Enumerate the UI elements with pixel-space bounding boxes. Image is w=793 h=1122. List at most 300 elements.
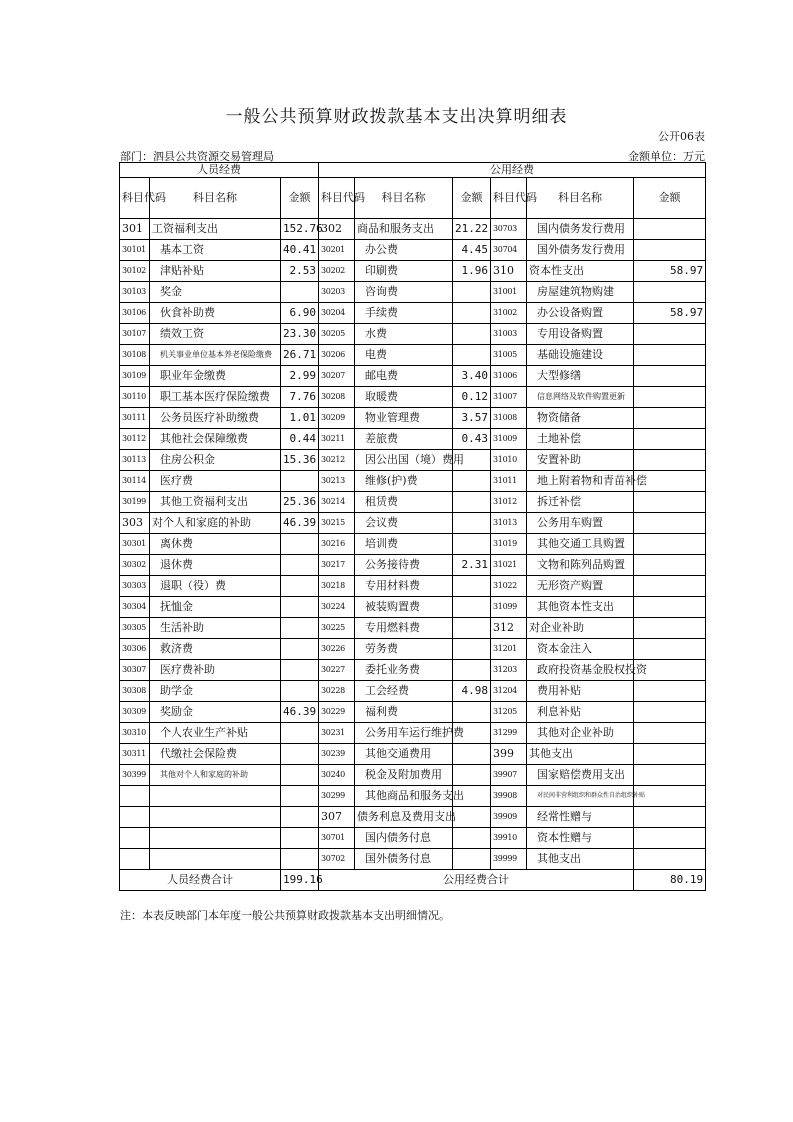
name-cell: 物资储备 — [527, 408, 634, 429]
name-cell: 办公费 — [355, 240, 453, 261]
amount-cell — [634, 534, 706, 555]
name-cell: 医疗费 — [150, 471, 281, 492]
name-cell: 公务接待费 — [355, 555, 453, 576]
amount-cell — [453, 618, 491, 639]
amount-cell — [634, 618, 706, 639]
table-row — [120, 366, 706, 387]
amount-cell — [634, 513, 706, 534]
code-cell: 31003 — [491, 324, 527, 345]
code-cell: 30106 — [120, 303, 150, 324]
name-cell: 抚恤金 — [150, 597, 281, 618]
name-cell: 个人农业生产补贴 — [150, 723, 281, 744]
name-cell: 职业年金缴费 — [150, 366, 281, 387]
name-cell: 基本工资 — [150, 240, 281, 261]
name-cell: 其他交通费用 — [355, 744, 453, 765]
amount-cell — [281, 849, 319, 870]
amount-cell: 3.57 — [453, 408, 491, 429]
code-cell: 30213 — [319, 471, 355, 492]
name-cell: 代缴社会保险费 — [150, 744, 281, 765]
code-cell: 39909 — [491, 807, 527, 828]
unit-label: 金额单位：万元 — [628, 150, 705, 163]
form-code: 公开06表 — [658, 130, 705, 143]
code-cell: 30111 — [120, 408, 150, 429]
amount-cell: 0.44 — [281, 429, 319, 450]
name-cell: 大型修缮 — [527, 366, 634, 387]
code-cell: 30113 — [120, 450, 150, 471]
name-cell — [150, 786, 281, 807]
amount-cell — [634, 639, 706, 660]
code-cell — [120, 786, 150, 807]
code-cell: 31203 — [491, 660, 527, 681]
code-cell: 399 — [491, 744, 527, 765]
amount-cell — [281, 534, 319, 555]
amount-cell: 25.36 — [281, 492, 319, 513]
name-cell: 国外债务付息 — [355, 849, 453, 870]
code-cell: 30310 — [120, 723, 150, 744]
code-cell: 30107 — [120, 324, 150, 345]
amount-cell — [281, 555, 319, 576]
name-cell: 专用材料费 — [355, 576, 453, 597]
name-cell — [150, 828, 281, 849]
name-cell: 国家赔偿费用支出 — [527, 765, 634, 786]
amount-cell — [281, 723, 319, 744]
name-cell: 职工基本医疗保险缴费 — [150, 387, 281, 408]
code-cell: 30239 — [319, 744, 355, 765]
amount-cell — [634, 597, 706, 618]
amount-cell — [453, 597, 491, 618]
table-row — [120, 429, 706, 450]
header-amount: 金额 — [453, 178, 491, 219]
code-cell: 303 — [120, 513, 150, 534]
department-label: 部门：泗县公共资源交易管理局 — [120, 150, 274, 163]
table-row — [120, 702, 706, 723]
amount-cell — [281, 807, 319, 828]
code-cell: 30112 — [120, 429, 150, 450]
amount-cell — [453, 513, 491, 534]
name-cell: 信息网络及软件购置更新 — [527, 387, 634, 408]
name-cell: 会议费 — [355, 513, 453, 534]
code-cell: 30226 — [319, 639, 355, 660]
code-cell: 31205 — [491, 702, 527, 723]
name-cell: 手续费 — [355, 303, 453, 324]
header-name: 科目名称 — [150, 178, 281, 219]
amount-cell — [281, 660, 319, 681]
name-cell: 物业管理费 — [355, 408, 453, 429]
code-cell: 30203 — [319, 282, 355, 303]
name-cell: 公务用车运行维护费 — [355, 723, 453, 744]
header-amount: 金额 — [281, 178, 319, 219]
name-cell: 无形资产购置 — [527, 576, 634, 597]
code-cell: 31021 — [491, 555, 527, 576]
table-row — [120, 219, 706, 240]
name-cell: 退职（役）费 — [150, 576, 281, 597]
code-cell: 30304 — [120, 597, 150, 618]
public-total-value: 80.19 — [634, 870, 706, 891]
amount-cell — [281, 744, 319, 765]
code-cell: 30109 — [120, 366, 150, 387]
amount-cell — [281, 282, 319, 303]
amount-cell: 15.36 — [281, 450, 319, 471]
name-cell: 奖金 — [150, 282, 281, 303]
name-cell — [150, 807, 281, 828]
name-cell: 国外债务发行费用 — [527, 240, 634, 261]
amount-cell — [281, 471, 319, 492]
name-cell: 租赁费 — [355, 492, 453, 513]
amount-cell — [634, 765, 706, 786]
table-row — [120, 807, 706, 828]
code-cell: 31001 — [491, 282, 527, 303]
name-cell: 资本性赠与 — [527, 828, 634, 849]
amount-cell — [453, 492, 491, 513]
amount-cell — [634, 345, 706, 366]
code-cell: 30231 — [319, 723, 355, 744]
amount-cell: 1.96 — [453, 261, 491, 282]
amount-cell — [634, 555, 706, 576]
amount-cell — [634, 219, 706, 240]
name-cell — [150, 849, 281, 870]
code-cell: 30209 — [319, 408, 355, 429]
code-cell: 30704 — [491, 240, 527, 261]
code-cell: 30201 — [319, 240, 355, 261]
code-cell — [120, 828, 150, 849]
name-cell: 资本金注入 — [527, 639, 634, 660]
name-cell: 福利费 — [355, 702, 453, 723]
code-cell: 39910 — [491, 828, 527, 849]
code-cell: 30228 — [319, 681, 355, 702]
name-cell: 医疗费补助 — [150, 660, 281, 681]
header-code: 科目代码 — [120, 178, 150, 219]
code-cell: 31005 — [491, 345, 527, 366]
amount-cell: 46.39 — [281, 702, 319, 723]
code-cell: 31019 — [491, 534, 527, 555]
amount-cell — [634, 702, 706, 723]
code-cell: 31009 — [491, 429, 527, 450]
code-cell: 30199 — [120, 492, 150, 513]
amount-cell — [453, 765, 491, 786]
code-cell: 31204 — [491, 681, 527, 702]
code-cell: 301 — [120, 219, 150, 240]
amount-cell — [281, 597, 319, 618]
name-cell: 其他交通工具购置 — [527, 534, 634, 555]
header-name: 科目名称 — [527, 178, 634, 219]
name-cell: 公务员医疗补助缴费 — [150, 408, 281, 429]
code-cell: 30114 — [120, 471, 150, 492]
amount-cell: 2.53 — [281, 261, 319, 282]
code-cell: 30211 — [319, 429, 355, 450]
name-cell: 工资福利支出 — [150, 219, 281, 240]
code-cell: 30227 — [319, 660, 355, 681]
code-cell: 307 — [319, 807, 355, 828]
table-row — [120, 261, 706, 282]
amount-cell — [281, 681, 319, 702]
name-cell: 绩效工资 — [150, 324, 281, 345]
name-cell: 利息补贴 — [527, 702, 634, 723]
header-code: 科目代码 — [491, 178, 527, 219]
amount-cell — [453, 534, 491, 555]
expenditure-table — [119, 162, 706, 891]
name-cell: 其他支出 — [527, 744, 634, 765]
code-cell: 30101 — [120, 240, 150, 261]
code-cell: 31007 — [491, 387, 527, 408]
code-cell: 30217 — [319, 555, 355, 576]
amount-cell — [453, 345, 491, 366]
amount-cell: 40.41 — [281, 240, 319, 261]
name-cell: 其他商品和服务支出 — [355, 786, 453, 807]
code-cell: 30224 — [319, 597, 355, 618]
name-cell: 津贴补贴 — [150, 261, 281, 282]
amount-cell — [634, 282, 706, 303]
name-cell: 咨询费 — [355, 282, 453, 303]
name-cell: 其他资本性支出 — [527, 597, 634, 618]
code-cell: 30216 — [319, 534, 355, 555]
code-cell: 31099 — [491, 597, 527, 618]
name-cell: 差旅费 — [355, 429, 453, 450]
amount-cell — [453, 807, 491, 828]
code-cell: 30204 — [319, 303, 355, 324]
name-cell: 债务利息及费用支出 — [355, 807, 453, 828]
amount-cell — [453, 702, 491, 723]
code-cell: 30701 — [319, 828, 355, 849]
code-cell: 31012 — [491, 492, 527, 513]
code-cell: 30202 — [319, 261, 355, 282]
amount-cell — [453, 576, 491, 597]
name-cell: 因公出国（境）费用 — [355, 450, 453, 471]
name-cell: 其他支出 — [527, 849, 634, 870]
header-code: 科目代码 — [319, 178, 355, 219]
amount-cell — [634, 681, 706, 702]
amount-cell — [453, 849, 491, 870]
name-cell: 对企业补助 — [527, 618, 634, 639]
table-row — [120, 849, 706, 870]
name-cell: 办公设备购置 — [527, 303, 634, 324]
totals-row — [120, 870, 706, 891]
table-row — [120, 576, 706, 597]
amount-cell — [281, 786, 319, 807]
amount-cell: 21.22 — [453, 219, 491, 240]
name-cell: 地上附着物和青苗补偿 — [527, 471, 634, 492]
code-cell: 39999 — [491, 849, 527, 870]
name-cell: 安置补助 — [527, 450, 634, 471]
code-cell: 30103 — [120, 282, 150, 303]
code-cell: 30303 — [120, 576, 150, 597]
table-row — [120, 240, 706, 261]
name-cell: 费用补贴 — [527, 681, 634, 702]
code-cell: 30212 — [319, 450, 355, 471]
code-cell: 30309 — [120, 702, 150, 723]
code-cell: 39907 — [491, 765, 527, 786]
name-cell: 基础设施建设 — [527, 345, 634, 366]
name-cell: 邮电费 — [355, 366, 453, 387]
code-cell: 30225 — [319, 618, 355, 639]
code-cell: 31008 — [491, 408, 527, 429]
header-name: 科目名称 — [355, 178, 453, 219]
code-cell: 30399 — [120, 765, 150, 786]
amount-cell — [281, 576, 319, 597]
amount-cell: 0.43 — [453, 429, 491, 450]
code-cell: 30302 — [120, 555, 150, 576]
amount-cell — [634, 408, 706, 429]
amount-cell — [453, 828, 491, 849]
name-cell: 工会经费 — [355, 681, 453, 702]
name-cell: 其他社会保障缴费 — [150, 429, 281, 450]
table-row — [120, 765, 706, 786]
amount-cell: 3.40 — [453, 366, 491, 387]
table-row — [120, 513, 706, 534]
name-cell: 取暖费 — [355, 387, 453, 408]
name-cell: 委托业务费 — [355, 660, 453, 681]
table-row — [120, 324, 706, 345]
name-cell: 印刷费 — [355, 261, 453, 282]
amount-cell: 152.76 — [281, 219, 319, 240]
name-cell: 国内债务付息 — [355, 828, 453, 849]
code-cell: 310 — [491, 261, 527, 282]
name-cell: 电费 — [355, 345, 453, 366]
amount-cell — [281, 828, 319, 849]
amount-cell: 6.90 — [281, 303, 319, 324]
header-amount: 金额 — [634, 178, 706, 219]
amount-cell — [634, 429, 706, 450]
table-row — [120, 282, 706, 303]
code-cell: 30299 — [319, 786, 355, 807]
table-row — [120, 723, 706, 744]
name-cell: 助学金 — [150, 681, 281, 702]
name-cell: 文物和陈列品购置 — [527, 555, 634, 576]
name-cell: 公务用车购置 — [527, 513, 634, 534]
name-cell: 拆迁补偿 — [527, 492, 634, 513]
table-row — [120, 492, 706, 513]
code-cell: 30206 — [319, 345, 355, 366]
amount-cell: 2.31 — [453, 555, 491, 576]
amount-cell — [453, 324, 491, 345]
name-cell: 培训费 — [355, 534, 453, 555]
name-cell: 机关事业单位基本养老保险缴费 — [150, 345, 281, 366]
code-cell: 30305 — [120, 618, 150, 639]
code-cell: 30207 — [319, 366, 355, 387]
amount-cell — [281, 618, 319, 639]
amount-cell: 26.71 — [281, 345, 319, 366]
amount-cell — [634, 807, 706, 828]
code-cell: 30205 — [319, 324, 355, 345]
name-cell: 对民间非营利组织和群众性自治组织补贴 — [527, 786, 634, 807]
name-cell: 其他工资福利支出 — [150, 492, 281, 513]
page-title: 一般公共预算财政拨款基本支出决算明细表 — [225, 107, 568, 127]
table-row — [120, 639, 706, 660]
amount-cell — [634, 366, 706, 387]
name-cell: 专用设备购置 — [527, 324, 634, 345]
name-cell: 土地补偿 — [527, 429, 634, 450]
amount-cell — [634, 723, 706, 744]
name-cell: 税金及附加费用 — [355, 765, 453, 786]
name-cell: 资本性支出 — [527, 261, 634, 282]
table-row — [120, 408, 706, 429]
name-cell: 生活补助 — [150, 618, 281, 639]
amount-cell: 4.45 — [453, 240, 491, 261]
name-cell: 劳务费 — [355, 639, 453, 660]
code-cell: 30110 — [120, 387, 150, 408]
code-cell — [120, 849, 150, 870]
code-cell: 30240 — [319, 765, 355, 786]
code-cell: 31002 — [491, 303, 527, 324]
code-cell: 30301 — [120, 534, 150, 555]
code-cell: 30214 — [319, 492, 355, 513]
name-cell: 房屋建筑物购建 — [527, 282, 634, 303]
amount-cell: 23.30 — [281, 324, 319, 345]
amount-cell — [634, 828, 706, 849]
public-total-label: 公用经费合计 — [319, 870, 634, 891]
amount-cell — [634, 492, 706, 513]
amount-cell — [453, 282, 491, 303]
table-row — [120, 345, 706, 366]
code-cell: 30311 — [120, 744, 150, 765]
code-cell: 30702 — [319, 849, 355, 870]
amount-cell — [634, 324, 706, 345]
name-cell: 商品和服务支出 — [355, 219, 453, 240]
amount-cell: 7.76 — [281, 387, 319, 408]
table-row — [120, 534, 706, 555]
code-cell: 31011 — [491, 471, 527, 492]
code-cell: 39908 — [491, 786, 527, 807]
code-cell: 31299 — [491, 723, 527, 744]
amount-cell — [453, 471, 491, 492]
amount-cell: 4.98 — [453, 681, 491, 702]
amount-cell — [453, 744, 491, 765]
name-cell: 离休费 — [150, 534, 281, 555]
amount-cell: 58.97 — [634, 261, 706, 282]
name-cell: 对个人和家庭的补助 — [150, 513, 281, 534]
name-cell: 其他对企业补助 — [527, 723, 634, 744]
table-row — [120, 450, 706, 471]
name-cell: 国内债务发行费用 — [527, 219, 634, 240]
amount-cell: 46.39 — [281, 513, 319, 534]
personnel-total-value: 199.16 — [281, 870, 319, 891]
code-cell: 30308 — [120, 681, 150, 702]
code-cell: 30703 — [491, 219, 527, 240]
name-cell: 奖励金 — [150, 702, 281, 723]
code-cell: 30306 — [120, 639, 150, 660]
code-cell: 30208 — [319, 387, 355, 408]
name-cell: 其他对个人和家庭的补助 — [150, 765, 281, 786]
table-row — [120, 744, 706, 765]
amount-cell: 0.12 — [453, 387, 491, 408]
name-cell: 救济费 — [150, 639, 281, 660]
code-cell: 31022 — [491, 576, 527, 597]
amount-cell — [634, 849, 706, 870]
code-cell: 30108 — [120, 345, 150, 366]
amount-cell — [453, 660, 491, 681]
name-cell: 伙食补助费 — [150, 303, 281, 324]
table-row — [120, 387, 706, 408]
amount-cell — [281, 765, 319, 786]
header-personnel: 人员经费 — [120, 163, 319, 178]
table-row — [120, 597, 706, 618]
name-cell: 被装购置费 — [355, 597, 453, 618]
amount-cell — [281, 639, 319, 660]
table-row — [120, 471, 706, 492]
name-cell: 专用燃料费 — [355, 618, 453, 639]
header-public: 公用经费 — [319, 163, 706, 178]
amount-cell — [634, 744, 706, 765]
code-cell: 312 — [491, 618, 527, 639]
code-cell: 30215 — [319, 513, 355, 534]
code-cell: 30218 — [319, 576, 355, 597]
code-cell: 30307 — [120, 660, 150, 681]
table-row — [120, 786, 706, 807]
code-cell: 302 — [319, 219, 355, 240]
code-cell: 31006 — [491, 366, 527, 387]
code-cell — [120, 807, 150, 828]
table-row — [120, 618, 706, 639]
name-cell: 住房公积金 — [150, 450, 281, 471]
